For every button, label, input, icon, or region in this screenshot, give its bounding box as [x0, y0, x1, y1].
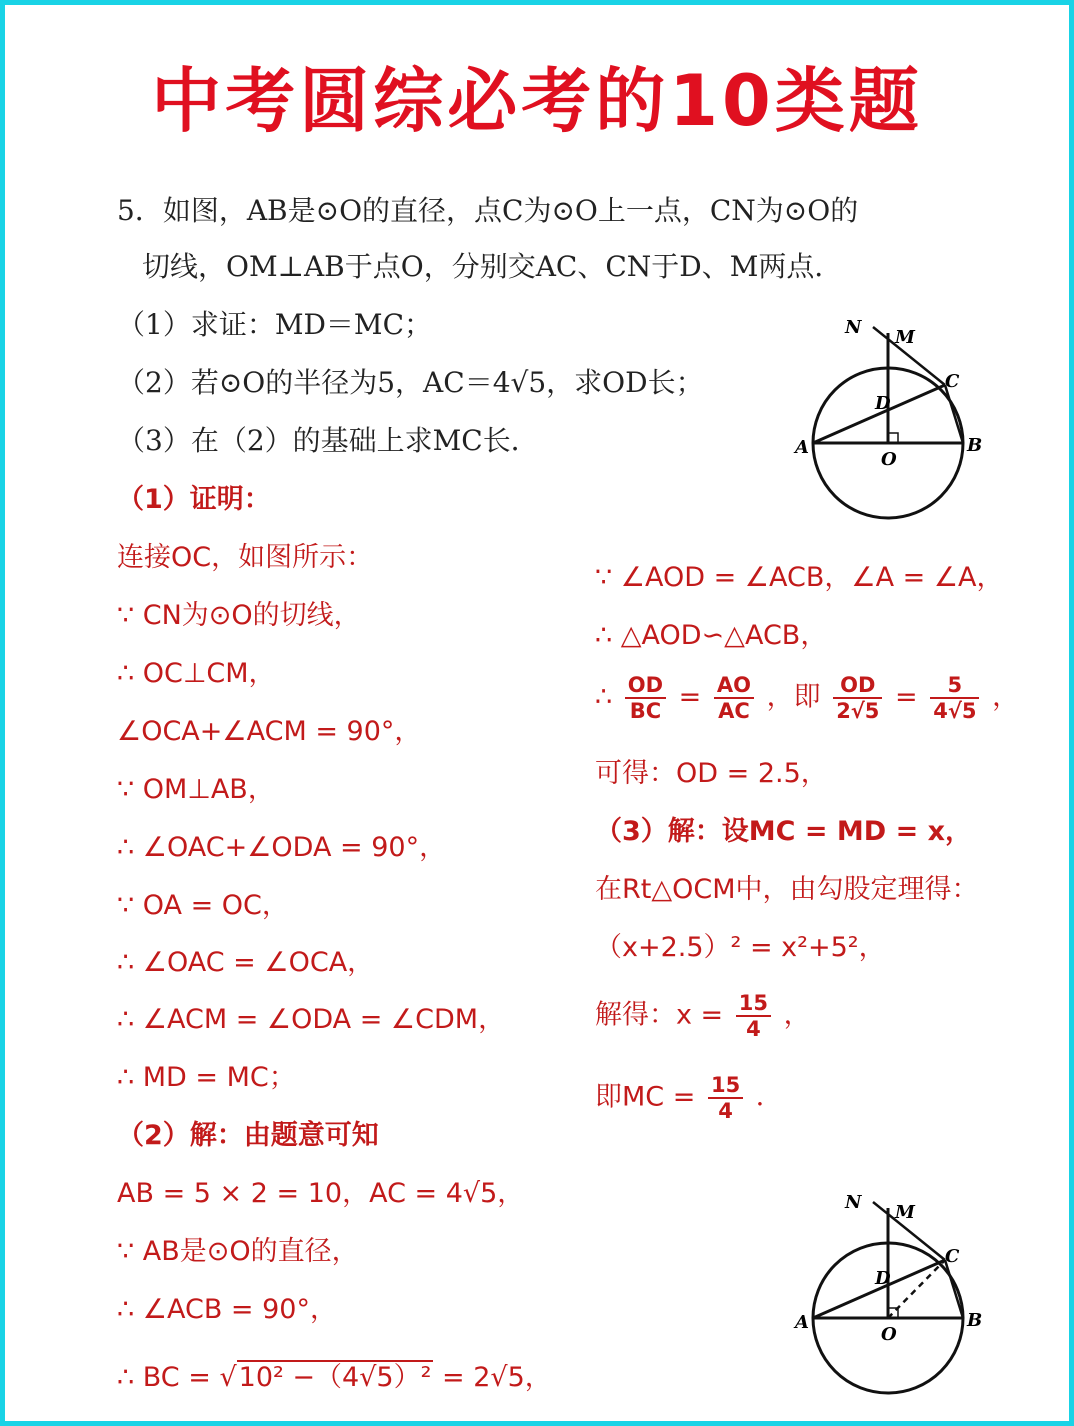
solution-left-line-10: ∴ MD = MC；: [117, 1062, 296, 1093]
equals-sign: =: [678, 681, 702, 713]
geometry-diagram-bottom: [785, 1180, 995, 1410]
solution-left-line-6: ∴ ∠OAC+∠ODA = 90°，: [117, 832, 447, 863]
fraction-ao-ac: [714, 673, 754, 723]
part2-heading: （2）解：由题意可知: [117, 1120, 379, 1151]
solution-left-line-7: ∵ OA = OC，: [117, 890, 289, 921]
solve-label: 解得：x =: [595, 999, 724, 1031]
fraction-numerator: 5: [930, 673, 979, 699]
equals-sign: =: [895, 681, 918, 713]
label-n: N: [845, 317, 862, 338]
part3-heading: （3）解：设MC = MD = x，: [595, 816, 973, 847]
label-m: M: [895, 327, 915, 348]
label-c: C: [945, 371, 960, 392]
solution-left-line-2: ∵ CN为⊙O的切线，: [117, 600, 361, 631]
fraction-numerator: OD: [625, 673, 666, 699]
solution-right-line-4: 可得：OD = 2.5，: [595, 758, 828, 789]
period: ．: [755, 1081, 783, 1113]
comma: ，: [992, 681, 1020, 713]
label-o: O: [881, 1324, 897, 1345]
fraction-denominator: BC: [629, 699, 662, 724]
fraction-denominator: AC: [718, 699, 750, 724]
i-e-text: ，即: [766, 681, 821, 713]
solution-left-line-13: ∴ ∠ACB = 90°，: [117, 1294, 337, 1325]
therefore-symbol: ∴: [595, 681, 613, 713]
fraction-numerator: 15: [736, 991, 771, 1017]
fraction-denominator: 2√5: [836, 699, 880, 724]
label-a: A: [795, 437, 809, 458]
fraction-denominator: 4√5: [933, 699, 977, 724]
geometry-diagram-top: [785, 305, 995, 535]
solution-left-line-4: ∠OCA+∠ACM = 90°，: [117, 716, 422, 747]
solution-left-line-1: 连接OC，如图所示：: [117, 542, 374, 573]
solution-left-line-5: ∵ OM⊥AB，: [117, 774, 275, 805]
solution-right-line-6: （x+2.5）² = x²+5²，: [595, 932, 886, 963]
mc-label: 即MC =: [595, 1081, 696, 1113]
line-cb: [945, 385, 963, 443]
bc-radicand: 10² −（4√5）²: [238, 1362, 432, 1393]
fraction-denominator: 4: [746, 1017, 761, 1042]
solution-right-line-1: ∵ ∠AOD = ∠ACB，∠A = ∠A，: [595, 562, 1004, 593]
bc-result: = 2√5，: [442, 1362, 552, 1393]
line-cb: [945, 1260, 963, 1318]
page-title: 中考圆综必考的10类题: [151, 60, 923, 142]
fraction-numerator: AO: [714, 673, 754, 699]
solution-left-line-9: ∴ ∠ACM = ∠ODA = ∠CDM，: [117, 1004, 506, 1035]
comma: ，: [783, 999, 811, 1031]
fraction-od-bc: [625, 673, 666, 723]
solution-right-line-2: ∴ △AOD∽△ACB，: [595, 620, 828, 651]
problem-line-1: 5．如图，AB是⊙O的直径，点C为⊙O上一点，CN为⊙O的: [117, 194, 859, 227]
fraction-5-4root5: [930, 673, 979, 723]
label-o: O: [881, 449, 897, 470]
part1-heading: （1）证明：: [117, 484, 271, 515]
label-a: A: [795, 1312, 809, 1333]
solution-right-line-3: [595, 673, 1019, 723]
fraction-numerator: OD: [833, 673, 882, 699]
label-n: N: [845, 1192, 862, 1213]
line-oc-dashed: [888, 1260, 945, 1318]
fraction-denominator: 4: [718, 1099, 733, 1124]
fraction-od-2root5: [833, 673, 882, 723]
question-3: （3）在（2）的基础上求MC长．: [117, 424, 539, 457]
label-c: C: [945, 1246, 960, 1267]
solution-left-line-12: ∵ AB是⊙O的直径，: [117, 1236, 359, 1267]
solution-left-line-11: AB = 5 × 2 = 10，AC = 4√5，: [117, 1178, 525, 1209]
label-d: D: [875, 1268, 891, 1289]
question-1: （1）求证：MD＝MC；: [117, 308, 433, 341]
label-b: B: [967, 1310, 983, 1331]
bc-radical-sign: ∴ BC = √: [117, 1362, 237, 1393]
solution-right-line-8: [595, 1073, 783, 1123]
solution-left-line-14: [117, 1355, 552, 1394]
fraction-numerator: 15: [708, 1073, 743, 1099]
solution-right-line-7: [595, 991, 811, 1041]
problem-line-2: 切线，OM⊥AB于点O，分别交AC、CN于D、M两点．: [142, 250, 843, 283]
label-b: B: [967, 435, 983, 456]
fraction-15-4: [736, 991, 771, 1041]
question-2: （2）若⊙O的半径为5，AC＝4√5，求OD长；: [117, 366, 704, 399]
solution-left-line-8: ∴ ∠OAC = ∠OCA，: [117, 947, 375, 978]
label-d: D: [875, 393, 891, 414]
solution-left-line-3: ∴ OC⊥CM，: [117, 658, 276, 689]
label-m: M: [895, 1202, 915, 1223]
solution-right-line-5: 在Rt△OCM中，由勾股定理得：: [595, 874, 979, 905]
fraction-15-4-final: [708, 1073, 743, 1123]
